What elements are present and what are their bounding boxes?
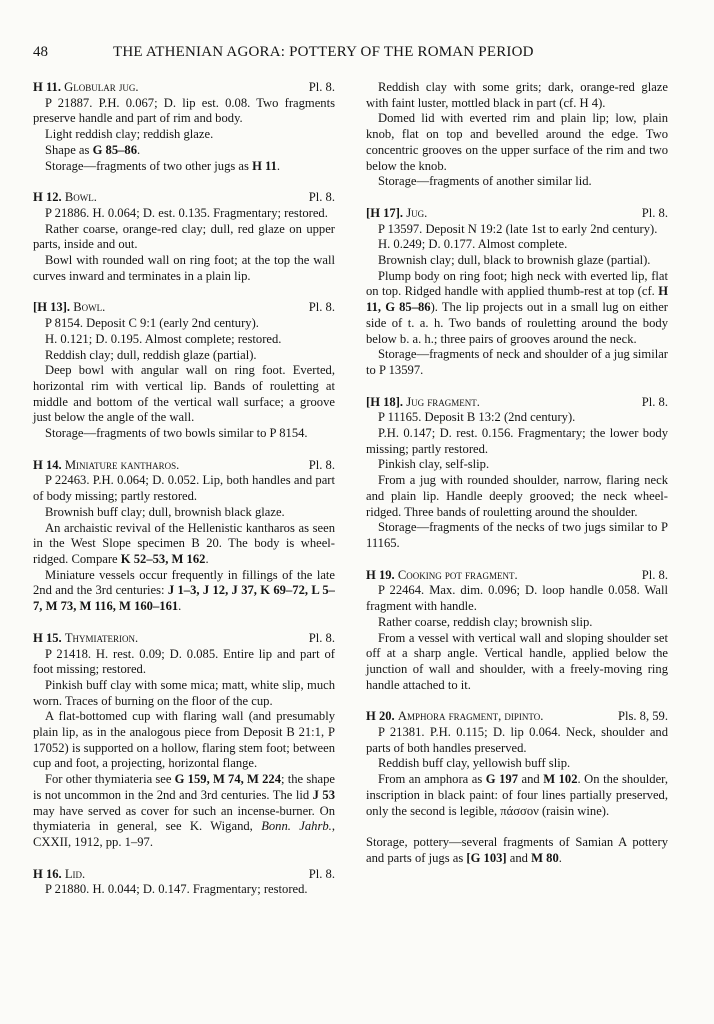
entry-heading bbox=[33, 190, 335, 206]
catalog-number: [H 13]. bbox=[33, 300, 71, 315]
paragraph: P 11165. Deposit B 13:2 (2nd century). bbox=[378, 410, 576, 425]
entry-title: Globular jug. bbox=[64, 80, 139, 94]
paragraph: Reddish clay; dull, reddish glaze (partial). bbox=[45, 347, 257, 362]
catalog-number: H 16. bbox=[33, 866, 62, 881]
entry-heading bbox=[366, 568, 668, 584]
entry-h16 bbox=[33, 867, 335, 898]
paragraph: Deep bowl with angular wall on ring foot. Everted, horizontal rim with vertical lip. Bands of rouletting at middle and bottom of the vertical wall surface; a groove just below the angle of the wall. bbox=[33, 363, 335, 425]
paragraph: P 22463. P.H. 0.064; D. 0.052. Lip, both handles and part of body missing; partly restored. bbox=[33, 473, 335, 504]
entry-heading bbox=[33, 458, 335, 474]
storage-note: Storage, pottery—several fragments of Samian A pottery and parts of jugs as [G 103] and M 80. bbox=[366, 835, 668, 865]
paragraph: Light reddish clay; reddish glaze. bbox=[45, 127, 214, 142]
paragraph: An archaistic revival of the Hellenistic kantharos as seen in the West Slope specimen B 20. The body is wheel-ridged. Compare K 52–53, M 162. bbox=[33, 520, 335, 566]
paragraph: P 13597. Deposit N 19:2 (late 1st to early 2nd century). bbox=[378, 221, 658, 236]
entry-h14 bbox=[33, 458, 335, 615]
paragraph: Plump body on ring foot; high neck with everted lip, flat on top. Ridged handle with applied thumb-rest at top (cf. H 11, G 85–86). The lip projects out in a small lug on either side of t. a. h. Two bands of rouletting around the body below b. a. h.; three pairs of grooves around the neck. bbox=[366, 268, 668, 346]
page-number: 48 bbox=[33, 44, 48, 60]
paragraph: Storage—fragments of the necks of two jugs similar to P 11165. bbox=[366, 520, 668, 550]
left-column bbox=[33, 80, 335, 914]
paragraph: P 21887. P.H. 0.067; D. lip est. 0.08. Two fragments preserve handle and part of rim and body. bbox=[33, 95, 335, 126]
plate-ref: Pl. 8. bbox=[641, 567, 668, 582]
entry-heading bbox=[366, 206, 668, 222]
paragraph: Storage—fragments of another similar lid. bbox=[378, 174, 592, 189]
catalog-number: H 19. bbox=[366, 567, 395, 582]
entry-h13 bbox=[33, 300, 335, 441]
entry-h20 bbox=[366, 709, 668, 819]
paragraph: P 21418. H. rest. 0.09; D. 0.085. Entire lip and part of foot missing; restored. bbox=[33, 646, 335, 677]
paragraph: Pinkish clay, self-slip. bbox=[378, 457, 490, 472]
catalog-number: [H 18]. bbox=[366, 394, 404, 409]
paragraph: A flat-bottomed cup with flaring wall (and presumably plain lip, as in the analogous piece from Deposit B 21:1, P 17052) is supported on a hollow, flaring stem foot; between cup and foot, a projecting, horizontal flange. bbox=[33, 709, 335, 771]
paragraph: P 21880. H. 0.044; D. 0.147. Fragmentary; restored. bbox=[45, 882, 308, 897]
paragraph: P 8154. Deposit C 9:1 (early 2nd century). bbox=[45, 316, 259, 331]
entry-h19 bbox=[366, 568, 668, 694]
entry-title: Miniature kantharos. bbox=[64, 457, 180, 472]
catalog-number: H 15. bbox=[33, 630, 62, 645]
entry-h18 bbox=[366, 395, 668, 552]
plate-ref: Pl. 8. bbox=[308, 300, 335, 315]
plate-ref: Pl. 8. bbox=[308, 866, 335, 881]
paragraph: P 22464. Max. dim. 0.096; D. loop handle 0.058. Wall fragment with handle. bbox=[366, 583, 668, 614]
paragraph: P 21886. H. 0.064; D. est. 0.135. Fragmentary; restored. bbox=[45, 205, 328, 220]
paragraph: Storage—fragments of two other jugs as H 11. bbox=[45, 158, 281, 173]
paragraph: H. 0.249; D. 0.177. Almost complete. bbox=[378, 237, 568, 252]
entry-h11 bbox=[33, 80, 335, 174]
catalog-number: [H 17]. bbox=[366, 205, 404, 220]
entry-heading bbox=[33, 80, 335, 96]
entry-title: Jug. bbox=[406, 205, 428, 220]
paragraph: Bowl with rounded wall on ring foot; at the top the wall curves inward and terminates in a plain lip. bbox=[33, 253, 335, 283]
plate-ref: Pl. 8. bbox=[308, 630, 335, 645]
entry-heading bbox=[33, 631, 335, 647]
entry-h16-continued bbox=[366, 80, 668, 190]
entry-title: Jug fragment. bbox=[406, 394, 480, 409]
paragraph: Brownish buff clay; dull, brownish black glaze. bbox=[45, 504, 285, 519]
paragraph: For other thymiateria see G 159, M 74, M 224; the shape is not uncommon in the 2nd and 3rd centuries. The lid J 53 may have served as cover for such an incense-burner. On thymiateria in general, see K. Wigand, Bonn. Jahrb., CXXII, 1912, pp. 1–97. bbox=[33, 772, 335, 849]
plate-ref: Pl. 8. bbox=[308, 80, 335, 94]
paragraph: Storage—fragments of two bowls similar to P 8154. bbox=[45, 426, 308, 441]
paragraph: Brownish clay; dull, black to brownish glaze (partial). bbox=[378, 253, 651, 268]
paragraph: Rather coarse, reddish clay; brownish slip. bbox=[378, 614, 593, 629]
running-title: THE ATHENIAN AGORA: POTTERY OF THE ROMAN PERIOD bbox=[113, 44, 534, 60]
entry-title: Lid. bbox=[64, 866, 86, 881]
paragraph: H. 0.121; D. 0.195. Almost complete; restored. bbox=[45, 331, 282, 346]
entry-heading bbox=[33, 300, 335, 316]
paragraph: Miniature vessels occur frequently in fillings of the late 2nd and the 3rd centuries: J 1–3, J 12, J 37, K 69–72, L 5–7, M 73, M 116, M 160–161. bbox=[33, 567, 335, 614]
catalog-number: H 20. bbox=[366, 709, 395, 724]
paragraph: Domed lid with everted rim and plain lip; low, plain knob, flat on top and bevelled around the edge. Two concentric grooves on the upper surface of the rim and two below the knob. bbox=[366, 111, 668, 173]
paragraph: Pinkish buff clay with some mica; matt, white slip, much worn. Traces of burning on the floor of the cup. bbox=[33, 677, 335, 708]
paragraph: Storage—fragments of neck and shoulder of a jug similar to P 13597. bbox=[366, 347, 668, 377]
catalog-number: H 14. bbox=[33, 457, 62, 472]
catalog-number: H 11. bbox=[33, 80, 61, 94]
entry-title: Bowl. bbox=[64, 190, 97, 205]
entry-h15 bbox=[33, 631, 335, 851]
entry-h12 bbox=[33, 190, 335, 284]
entry-title: Bowl. bbox=[73, 300, 106, 315]
catalog-number: H 12. bbox=[33, 190, 62, 205]
entry-h17 bbox=[366, 206, 668, 379]
entry-heading bbox=[366, 395, 668, 411]
page-header bbox=[33, 44, 688, 62]
paragraph: From an amphora as G 197 and M 102. On the shoulder, inscription in black paint: of four lines partially preserved, only the second is legible, πάσσον (raisin wine). bbox=[366, 772, 668, 818]
entry-title: Thymiaterion. bbox=[64, 630, 139, 645]
paragraph: P.H. 0.147; D. rest. 0.156. Fragmentary; the lower body missing; partly restored. bbox=[366, 426, 668, 456]
paragraph: Rather coarse, orange-red clay; dull, red glaze on upper parts, inside and out. bbox=[33, 221, 335, 252]
plate-ref: Pl. 8. bbox=[308, 190, 335, 205]
paragraph: Reddish clay with some grits; dark, orange-red glaze with faint luster, mottled black in part (cf. H 4). bbox=[366, 80, 668, 110]
plate-ref: Pl. 8. bbox=[641, 205, 668, 220]
paragraph: Shape as G 85–86. bbox=[45, 142, 141, 157]
entry-heading bbox=[366, 709, 668, 725]
paragraph: From a jug with rounded shoulder, narrow, flaring neck and plain lip. Handle deeply grooved; the neck wheel-ridged. Three bands of rouletting around the shoulder. bbox=[366, 473, 668, 519]
entry-title: Amphora fragment, dipinto. bbox=[397, 709, 544, 724]
right-column bbox=[366, 80, 668, 867]
entry-heading bbox=[33, 867, 335, 883]
paragraph: Reddish buff clay, yellowish buff slip. bbox=[378, 756, 571, 771]
entry-title: Cooking pot fragment. bbox=[397, 567, 518, 582]
paragraph: From a vessel with vertical wall and sloping shoulder set off at a sharp angle. Vertical handle, applied below the junction of wall and shoulder, with a freely-moving ring handle attached to it. bbox=[366, 630, 668, 692]
plate-ref: Pl. 8. bbox=[308, 457, 335, 472]
plate-ref: Pl. 8. bbox=[641, 394, 668, 409]
paragraph: P 21381. P.H. 0.115; D. lip 0.064. Neck, shoulder and parts of both handles preserved. bbox=[366, 725, 668, 755]
plate-ref: Pls. 8, 59. bbox=[617, 709, 668, 724]
